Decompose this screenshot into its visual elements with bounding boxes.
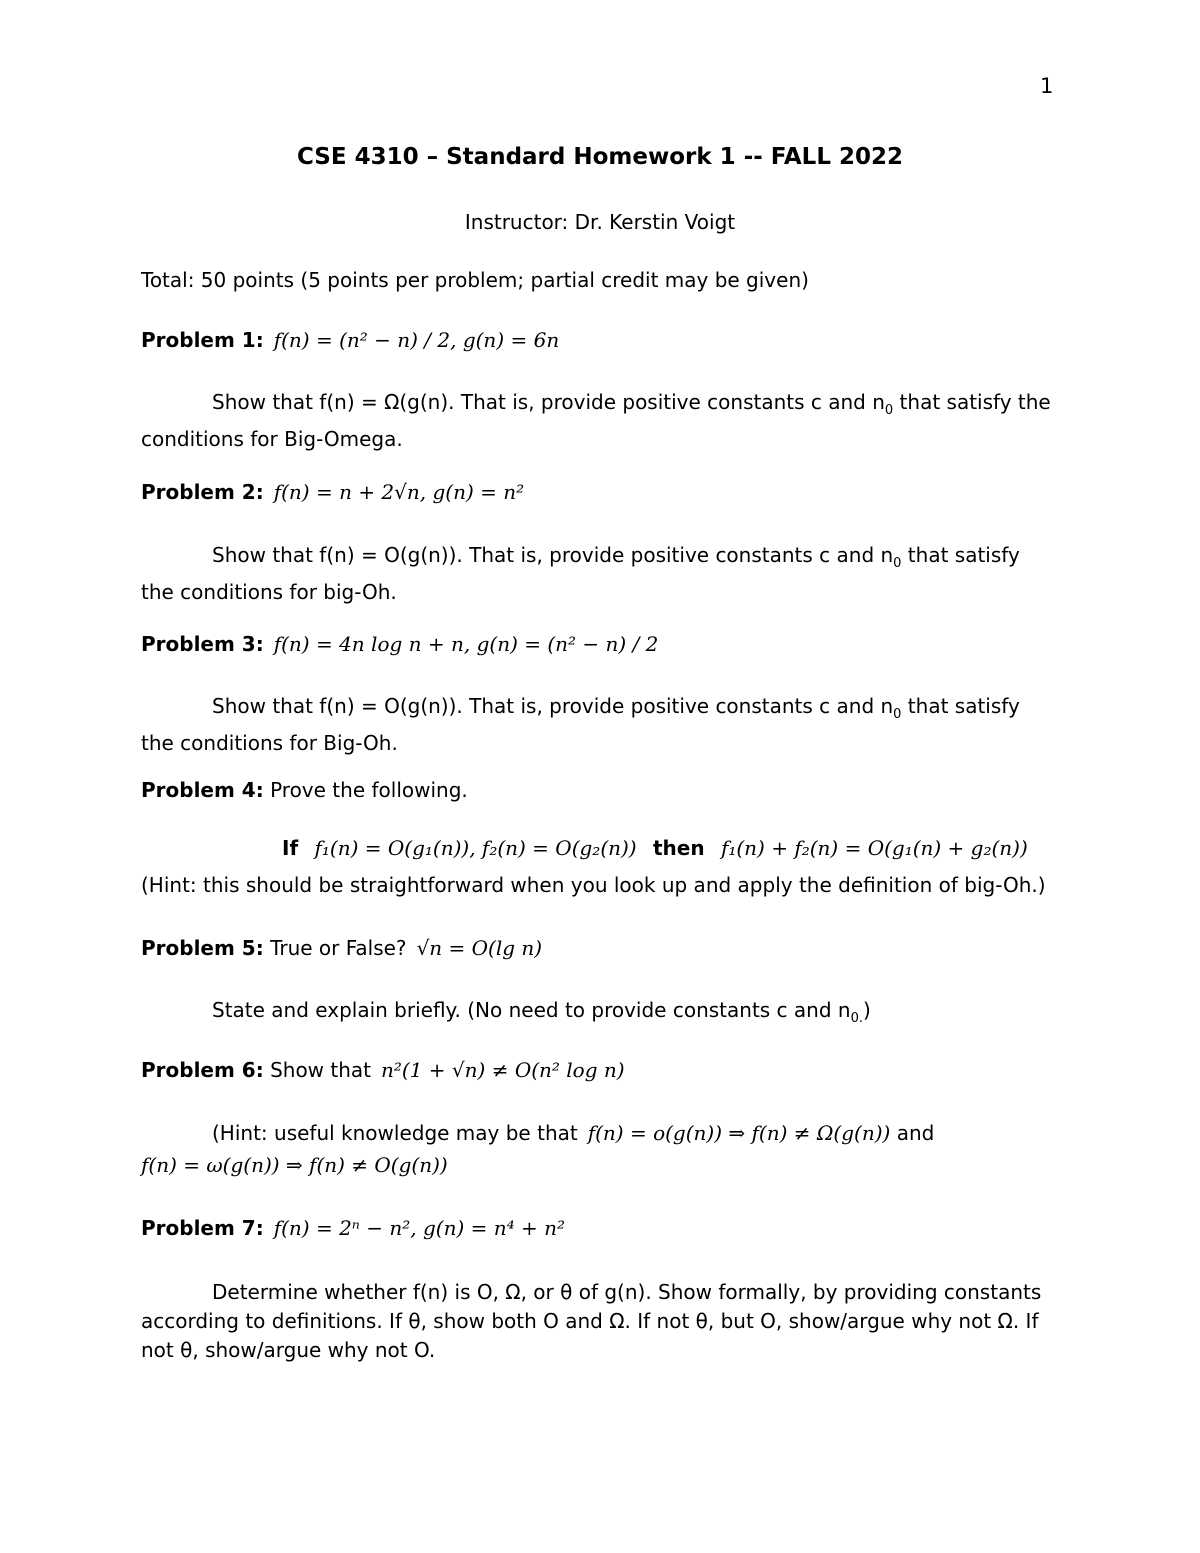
problem-4-then: then bbox=[652, 836, 705, 860]
problem-4-text: Prove the following. bbox=[263, 778, 468, 802]
problem-3-subscript: 0 bbox=[893, 707, 902, 722]
problem-1-subscript: 0 bbox=[884, 403, 894, 418]
problem-7-label: Problem 7: bbox=[141, 1216, 264, 1240]
problem-6-formula: n²(1 + √n) ≠ O(n² log n) bbox=[381, 1058, 625, 1082]
problem-2-label: Problem 2: bbox=[141, 480, 264, 504]
problem-7-heading bbox=[141, 1216, 565, 1240]
problem-6-hint-line-1 bbox=[212, 1121, 934, 1145]
instructor-line: Instructor: Dr. Kerstin Voigt bbox=[464, 210, 736, 234]
problem-4-if: If bbox=[282, 836, 299, 860]
problem-6-text: Show that bbox=[263, 1058, 372, 1082]
problem-6-heading bbox=[141, 1058, 625, 1082]
problem-1-text-b: that satisfy the conditions for Big-Omega. bbox=[141, 390, 1051, 451]
problem-5-text: True or False? bbox=[263, 936, 407, 960]
problem-2-instructions bbox=[141, 541, 1051, 607]
problem-6-hint-formula-1: f(n) = o(g(n)) ⇒ f(n) ≠ Ω(g(n)) bbox=[587, 1121, 891, 1145]
problem-2-formula: f(n) = n + 2√n, g(n) = n² bbox=[273, 480, 525, 504]
problem-5-note bbox=[212, 998, 871, 1026]
problem-5-formula: √n = O(lg n) bbox=[416, 936, 543, 960]
problem-1-formula: f(n) = (n² − n) / 2, g(n) = 6n bbox=[273, 328, 560, 352]
problem-3-formula: f(n) = 4n log n + n, g(n) = (n² − n) / 2 bbox=[273, 632, 659, 656]
problem-4-hint: (Hint: this should be straightforward when you look up and apply the definition of big-Oh.) bbox=[141, 873, 1046, 897]
problem-5-heading bbox=[141, 936, 542, 960]
problem-2-subscript: 0 bbox=[893, 556, 902, 571]
problem-4-heading bbox=[141, 778, 468, 802]
page-number: 1 bbox=[1040, 74, 1054, 98]
total-points-line: Total: 50 points (5 points per problem; partial credit may be given) bbox=[141, 268, 809, 292]
problem-5-note-a: State and explain briefly. (No need to provide constants c and n bbox=[212, 998, 851, 1022]
problem-2-heading bbox=[141, 480, 524, 504]
problem-1-text-a: Show that f(n) = Ω(g(n). That is, provide positive constants c and n bbox=[212, 390, 885, 414]
problem-5-label: Problem 5: bbox=[141, 936, 264, 960]
problem-6-hint-formula-2: f(n) = ω(g(n)) ⇒ f(n) ≠ O(g(n)) bbox=[141, 1153, 448, 1177]
problem-6-hint-and: and bbox=[896, 1121, 935, 1145]
problem-1-instructions bbox=[141, 388, 1051, 454]
problem-7-instructions bbox=[141, 1278, 1051, 1365]
problem-6-hint-text: (Hint: useful knowledge may be that bbox=[212, 1121, 578, 1145]
problem-3-heading bbox=[141, 632, 658, 656]
problem-3-text-a: Show that f(n) = O(g(n)). That is, provide positive constants c and n bbox=[212, 694, 894, 718]
problem-7-text: Determine whether f(n) is O, Ω, or θ of g(n). Show formally, by providing constants according to definitions. If θ, show both O and Ω. If not θ, but O, show/argue why not Ω. If not θ, show/argue why not O. bbox=[141, 1280, 1042, 1362]
problem-4-formula-right: f₁(n) + f₂(n) = O(g₁(n) + g₂(n)) bbox=[720, 836, 1028, 860]
problem-5-note-b: ) bbox=[862, 998, 871, 1022]
problem-3-instructions bbox=[141, 692, 1051, 758]
problem-3-label: Problem 3: bbox=[141, 632, 264, 656]
problem-4-formula-left: f₁(n) = O(g₁(n)), f₂(n) = O(g₂(n)) bbox=[314, 836, 637, 860]
problem-2-text-a: Show that f(n) = O(g(n)). That is, provide positive constants c and n bbox=[212, 543, 894, 567]
problem-6-label: Problem 6: bbox=[141, 1058, 264, 1082]
problem-3-text-b: that satisfy the conditions for Big-Oh. bbox=[141, 694, 1020, 755]
problem-1-heading bbox=[141, 328, 559, 352]
problem-1-label: Problem 1: bbox=[141, 328, 264, 352]
problem-4-statement bbox=[282, 836, 1028, 860]
problem-6-hint-line-2 bbox=[141, 1153, 448, 1177]
problem-5-subscript: 0. bbox=[850, 1011, 863, 1026]
problem-4-label: Problem 4: bbox=[141, 778, 264, 802]
problem-2-text-b: that satisfy the conditions for big-Oh. bbox=[141, 543, 1020, 604]
problem-7-formula: f(n) = 2ⁿ − n², g(n) = n⁴ + n² bbox=[273, 1216, 566, 1240]
page-title: CSE 4310 – Standard Homework 1 -- FALL 2022 bbox=[297, 144, 903, 170]
